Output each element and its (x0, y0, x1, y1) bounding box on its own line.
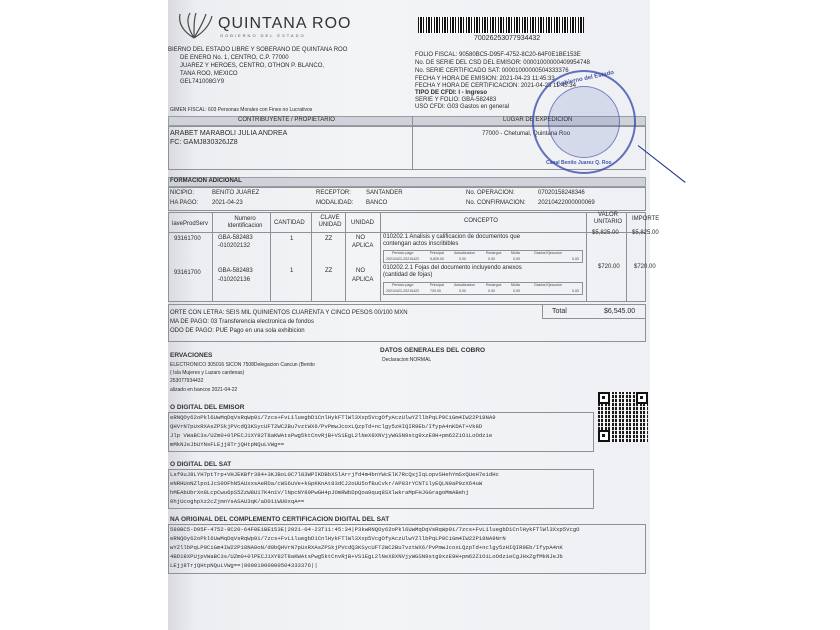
operacion-value: 07020158248346 (538, 190, 585, 196)
issuer-line: JUAREZ Y HEROES, CENTRO, OTHON P. BLANCO, (180, 63, 325, 69)
sello-sat-line: 0hjUcoghpXz2cZjmnYsASAU3qK/aD01iWU0xqA== (170, 498, 305, 505)
col-header-importe: IMPORTE (632, 216, 660, 222)
row-importe: $720.00 (634, 264, 656, 270)
sello-emisor-title: O DIGITAL DEL EMISOR (170, 404, 245, 411)
sello-sat-line: hMEAbUbrXn8LcpCwu6pS5ZzW8U17K4n1V/lNpcNY89PwGH4pJOmRWbDpQoa9quq8SXlwkraMpFHJGGragoMmABehj (170, 489, 469, 496)
row-clave: 93161700 (174, 270, 201, 276)
invoice-paper: QUINTANA ROO GOBIERNO DEL ESTADO 70026253077934432 BIERNO DEL ESTADO LIBRE Y SOBERANO DE QUINTANA ROO DE ENERO No. 1, CENTRO, C.P. 77000 JUAREZ Y HEROES, CENTRO, OTHON P. BLANCO, TANA ROO, MEXICO GEL741008GY9 GIMEN FISCAL: 603 Personas Morales con Fines no Lucrativos FOLIO FISCAL: 90580BC5-D95F-4752-8C20-64F0E1BE153E No. DE SERIE DEL CSD DEL EMISOR: 00001000000409954748 No. SERIE CERTIFICADO SAT: 00001000000504333376 FECHA Y HORA DE EMISION: 2021-04-23 11:45:33 FECHA Y HORA DE CERTIFICACION: 2021-04-23 11:45:34 TIPO DE CFDI: I - Ingreso SERIE Y FOLIO: GBA-582483 USO CFDI: G03 Gastos en general CONTRIBUYENTE / PROPIETARIO LUGAR DE EXPEDICION ARABET MARABOLI JULIA ANDREA FC: GAMJ830326JZ8 77000 - Chetumal, Quintana Roo Gobierno del Estado Canal Benito Juarez Q. Roo FORMACION ADICIONAL NICIPIO: BENITO JUAREZ HA PAGO: 2021-04-23 RECEPTOR: SANTANDER MODALIDAD: BANCO No. OPERACION: 07020158248346 No. CONFIRMACION: 20210422000000069 laveProdServ Numero Identificacion CANTIDAD CLAVE UNIDAD UNIDAD CONCEPTO VALOR UNITARIO IMPORTE 93161700 GBA-582483 -010202132 1 ZZ NO APLICA 010202.1 Analisis y calificacion de documentos que contengan actos inscribibles $5,825.00 $5,825.00 Periodo pago Principal Actualizacion Recargos Multa Gastos Ejecucion 20210422-20210422 5,825.00 0.00 0.00 0.00 0.00 93161700 GBA-582483 -010202136 1 ZZ NO APLICA 010202.2.1 Fojas del documento incluyendo anexos (cantidad de fojas) $720.00 $720.00 Periodo pago Principal Actualizacion Recargos Multa Gastos Ejecucion 20210422-20210422 720.00 0.00 0.00 0.00 0.00 ORTE CON LETRA: SEIS MIL QUINIENTOS CUARENTA Y CINCO PESOS 00/100 MXN MA DE PAGO: 03 Transferencia electronica de fondos ODO DE PAGO: PUE Pago en una sola exhibicion Total $6,545.00 ERVACIONES ELECTRONICO 305016 SICON 7508Delegacion Cancun (Benito ( Isla Mujeres y Lazaro cardenas) 253077934432 alizado en bancos 2021-04-22 DATOS GENERALES DEL COBRO Declaracion:NORMAL O DIGITAL DEL EMISOR eRNQOy62oPkl6UwMqDqVsRqWp9i/7zcs+FvL1luegbD1CnlHykFTlWl3Xxp5VcgOfyAczUlwYZllbPqLP0CiGm4IW22P18NA9 QHVrN7pUxRXAsZPSkjPVcdQ3KSycUFT2WC2Bu7vztWX6/PvPmwJcoxLQzpTd+nclgy5zHIQIR9Eb/IfypA4nKDAT+Vk8D Jlp VWaBC3s/UZm0+0lPECJ1XY82T8aKWAtsPwg5ktCnvRjB+VS1EgL2lNeX8XNVjyWGSN9stg9xzE9H+pm62ZiOiLoOdzie mMkNJeJbUYNsFLEjj8TrjQHtpNQuLVWg== O DIGITAL DEL SAT Lsf9uJ8LYH7ptTrp+VHJEKBfr384+3KJBoL0C7l83WPIKDBbXSlArrjfd4m4bnYWcElK7RcQsjIqLopvSHehYmSxQUeH7e1dHc eNRHUoNZlpo1JcS0OFhN5AUxxsAeRDa/cWS6uVe+kGpKKnAt83dCJ2oUU5ofBuCvkr/AP83rYCNT1lyEQLN0aP0zX64uW hMEAbUbrXn8LcpCwu6pS5ZzW8U17K4n1V/lNpcNY89PwGH4pJOmRWbDpQoa9quq8SXlwkraMpFHJGGragoMmABehj 0hjUcoghpXz2cZjmnYsASAU3qK/aD01iWU0xqA== NA ORIGINAL DEL COMPLEMENTO CERTIFICACION DIGITAL DEL SAT 580BC5-D95F-4752-8C20-64F0E1BE153E|2021-04-23T11:45:34|P3kwRNQOy62oPkl6UwMqDqVsRqWp9i/7zcs+FvL1luegbD1CnlHykFTlWl3Xxp5VcgO eRNQOy62oPkl6UwMqDqVsRqWp9i/7zcs+FvL1luegbD1CnlHykFTlWl3Xxp5VcgOfyAczUlwYZllbPqLP0CiGm4IW22P18NA9NrN wYZllbPqLP0CiGm4IW22P18NA9oN/d0bQHVrN7pUxRXAsZPSkjPVcdQ3KSycUFT2WC2Bu7vztWX6/PvPmwJcoxLQzpTd+nclgy5zHIQIR9Eb/IfypA4nK 4BD18XPUjpVWaBC3s/UZm0+0lPECJ1XY82T8aKWAtsPwg5ktCnvRjB+VS1EgL2lNeX8XNVjyWGSN9stg9xzE9H+pm62ZiOiLoOdzieCgJHxZgfMkNJeJb LEjj8TrjQHtpNQuLVWg==|00001000000504333376|| (168, 0, 650, 630)
fiscal-line: FECHA Y HORA DE EMISION: 2021-04-23 11:45:33 (415, 76, 555, 82)
total-value: $6,545.00 (604, 308, 636, 315)
fiscal-line: FECHA Y HORA DE CERTIFICACION: 2021-04-23 11:45:34 (415, 83, 576, 89)
barcode-number: 70026253077934432 (474, 35, 541, 42)
sello-sat-line: Lsf9uJ8LYH7ptTrp+VHJEKBfr384+3KJBoL0C7l83WPIKDBbXSlArrjfd4m4bnYWcElK7RcQsjIqLopvSHehYmSxQUeH7e1dHc (170, 471, 499, 478)
observaciones-line: ( Isla Mujeres y Lazaro cardenas) (170, 370, 245, 376)
fiscal-line: FOLIO FISCAL: 90580BC5-D95F-4752-8C20-64F0E1BE153E (415, 52, 581, 58)
cadena-line: LEjj8TrjQHtpNQuLVWg==|00001000000504333376|| (170, 562, 318, 569)
observaciones-line: 253077934432 (170, 378, 204, 384)
fiscal-line: SERIE Y FOLIO: GBA-582483 (415, 97, 497, 103)
cadena-line: wYZllbPqLP0CiGm4IW22P18NA9oN/d0bQHVrN7pUxRXAsZPSkjPVcdQ3KSycUFT2WC2Bu7vztWX6/PvPmwJcoxLQzpTd+nclgy5zHIQIR9Eb/IfypA4nK (170, 544, 563, 551)
logo-title: QUINTANA ROO (218, 15, 352, 32)
cadena-line: 4BD18XPUjpVWaBC3s/UZm0+0lPECJ1XY82T8aKWAtsPwg5ktCnvRjB+VS1EgL2lNeX8XNVjyWGSN9stg9xzE9H+pm62ZiOiLoOdzieCgJHxZgfMkNJeJb (170, 553, 563, 560)
col-header-cantidad: CANTIDAD (274, 220, 305, 226)
issuer-line: GEL741008GY9 (180, 79, 225, 85)
observaciones-line: ELECTRONICO 305016 SICON 7508Delegacion Cancun (Benito (170, 362, 315, 368)
row-clave-unidad: ZZ (325, 236, 333, 242)
receptor-label: RECEPTOR: (316, 190, 351, 196)
row-unidad: NO (356, 235, 365, 241)
sello-sat-line: eNRHUoNZlpo1JcS0OFhN5AUxxsAeRDa/cWS6uVe+kGpKKnAt83dCJ2oUU5ofBuCvkr/AP83rYCNT1lyEQLN0aP0zX64uW (170, 480, 483, 487)
issuer-line: TANA ROO, MEXICO (180, 71, 238, 77)
contributor-header: CONTRIBUYENTE / PROPIETARIO (238, 117, 335, 123)
qr-code (598, 392, 648, 442)
row-clave-unidad: ZZ (325, 268, 333, 274)
row-unidad: APLICA (352, 277, 374, 283)
row-cantidad: 1 (290, 268, 294, 274)
cobro-title: DATOS GENERALES DEL COBRO (380, 347, 486, 354)
row-importe: $5,825.00 (632, 230, 659, 236)
metodo-pago: ODO DE PAGO: PUE Pago en una sola exhibicion (170, 328, 305, 334)
confirmacion-value: 20210422000000069 (538, 200, 595, 206)
cadena-line: eRNQOy62oPkl6UwMqDqVsRqWp9i/7zcs+FvL1luegbD1CnlHykFTlWl3Xxp5VcgOfyAczUlwYZllbPqLP0CiGm4IW22P18NA9NrN (170, 535, 506, 542)
sello-sat-title: O DIGITAL DEL SAT (170, 461, 232, 468)
fecha-value: 2021-04-23 (212, 200, 243, 206)
row-id: GBA-582483 (218, 268, 253, 274)
row-id: -010202136 (218, 277, 251, 283)
info-title: FORMACION ADICIONAL (170, 178, 242, 184)
col-header-valor: VALOR UNITARIO (593, 212, 623, 225)
row-valor: $720.00 (598, 264, 620, 270)
col-header-clave-unidad: CLAVE UNIDAD (318, 215, 342, 228)
cadena-title: NA ORIGINAL DEL COMPLEMENTO CERTIFICACION DIGITAL DEL SAT (170, 516, 390, 523)
place-value: 77000 - Chetumal, Quintana Roo (482, 131, 571, 137)
row-concepto: (cantidad de fojas) (383, 272, 433, 278)
barcode (418, 17, 584, 33)
state-logo-icon (174, 12, 214, 40)
forma-pago: MA DE PAGO: 03 Transferencia electronica de fondos (170, 319, 314, 325)
seal-bottom-text: Canal Benito Juarez Q. Roo (546, 160, 612, 166)
municipio-label: NICIPIO: (170, 190, 195, 196)
fiscal-line: USO CFDI: G03 Gastos en general (415, 104, 510, 110)
row-concepto: contengan actos inscribibles (383, 241, 459, 247)
sello-emisor-line: QHVrN7pUxRXAsZPSkjPVcdQ3KSycUFT2WC2Bu7vztWX6/PvPmwJcoxLQzpTd+nclgy5zHIQIR9Eb/IfypA4nKDAT+Vk8D (170, 423, 483, 430)
row-cantidad: 1 (290, 236, 294, 242)
issuer-line: DE ENERO No. 1, CENTRO, C.P. 77000 (180, 55, 289, 61)
logo-subtitle: GOBIERNO DEL ESTADO (220, 33, 306, 38)
municipio-value: BENITO JUAREZ (212, 190, 260, 196)
operacion-label: No. OPERACION: (466, 190, 515, 196)
col-header-concepto: CONCEPTO (464, 218, 498, 224)
row-concepto: 010202.1 Analisis y calificacion de documentos que (383, 234, 521, 240)
sello-emisor-line: Jlp VWaBC3s/UZm0+0lPECJ1XY82T8aKWAtsPwg5ktCnvRjB+VS1EgL2lNeX8XNVjyWGSN9stg9xzE9H+pm62ZiOiLoOdzie (170, 432, 493, 439)
modalidad-label: MODALIDAD: (316, 200, 354, 206)
contributor-name: ARABET MARABOLI JULIA ANDREA (170, 130, 288, 137)
place-header: LUGAR DE EXPEDICION (503, 117, 573, 123)
sello-emisor-line: mMkNJeJbUYNsFLEjj8TrjQHtpNQuLVWg== (170, 441, 285, 448)
fiscal-line: No. SERIE CERTIFICADO SAT: 00001000000504333376 (415, 68, 569, 74)
importe-letra: ORTE CON LETRA: SEIS MIL QUINIENTOS CUARENTA Y CINCO PESOS 00/100 MXN (170, 310, 408, 316)
row-unidad: NO (356, 268, 365, 274)
official-seal (532, 70, 636, 174)
contributor-rfc: FC: GAMJ830326JZ8 (170, 139, 238, 146)
cadena-line: 580BC5-D95F-4752-8C20-64F0E1BE153E|2021-04-23T11:45:34|P3kwRNQOy62oPkl6UwMqDqVsRqWp9i/7zcs+FvL1luegbD1CnlHykFTlWl3Xxp5VcgO (170, 526, 580, 533)
cobro-line: Declaracion:NORMAL (382, 357, 432, 363)
regimen-fiscal: GIMEN FISCAL: 603 Personas Morales con Fines no Lucrativos (170, 107, 313, 113)
col-header-numero: Numero Identificacion (227, 216, 263, 229)
fecha-label: HA PAGO: (170, 200, 199, 206)
observaciones-line: alizado en bancos 2021-04-22 (170, 387, 238, 393)
row-valor: $5,825.00 (592, 230, 619, 236)
receptor-value: SANTANDER (366, 190, 403, 196)
confirmacion-label: No. CONFIRMACION: (466, 200, 526, 206)
col-header-unidad: UNIDAD (351, 220, 375, 226)
fiscal-line: TIPO DE CFDI: I - Ingreso (415, 90, 488, 96)
sello-emisor-line: eRNQOy62oPkl6UwMqDqVsRqWp9i/7zcs+FvL1luegbD1CnlHykFTlWl3Xxp5VcgOfyAczUlwYZllbPqLP0CiGm4IW22P18NA9 (170, 414, 496, 421)
row-concepto: 010202.2.1 Fojas del documento incluyendo anexos (383, 265, 522, 271)
total-label: Total (552, 308, 567, 315)
issuer-line: BIERNO DEL ESTADO LIBRE Y SOBERANO DE QUINTANA ROO (168, 47, 348, 53)
col-header-clave: laveProdServ (172, 221, 209, 227)
row-id: GBA-582483 (218, 235, 253, 241)
observaciones-title: ERVACIONES (170, 352, 213, 359)
row-unidad: APLICA (352, 243, 374, 249)
row-id: -010202132 (218, 243, 251, 249)
fiscal-line: No. DE SERIE DEL CSD DEL EMISOR: 00001000000409954748 (415, 60, 590, 66)
modalidad-value: BANCO (366, 200, 388, 206)
row-clave: 93161700 (174, 236, 201, 242)
seal-top-text: Gobierno del Estado (556, 69, 615, 89)
